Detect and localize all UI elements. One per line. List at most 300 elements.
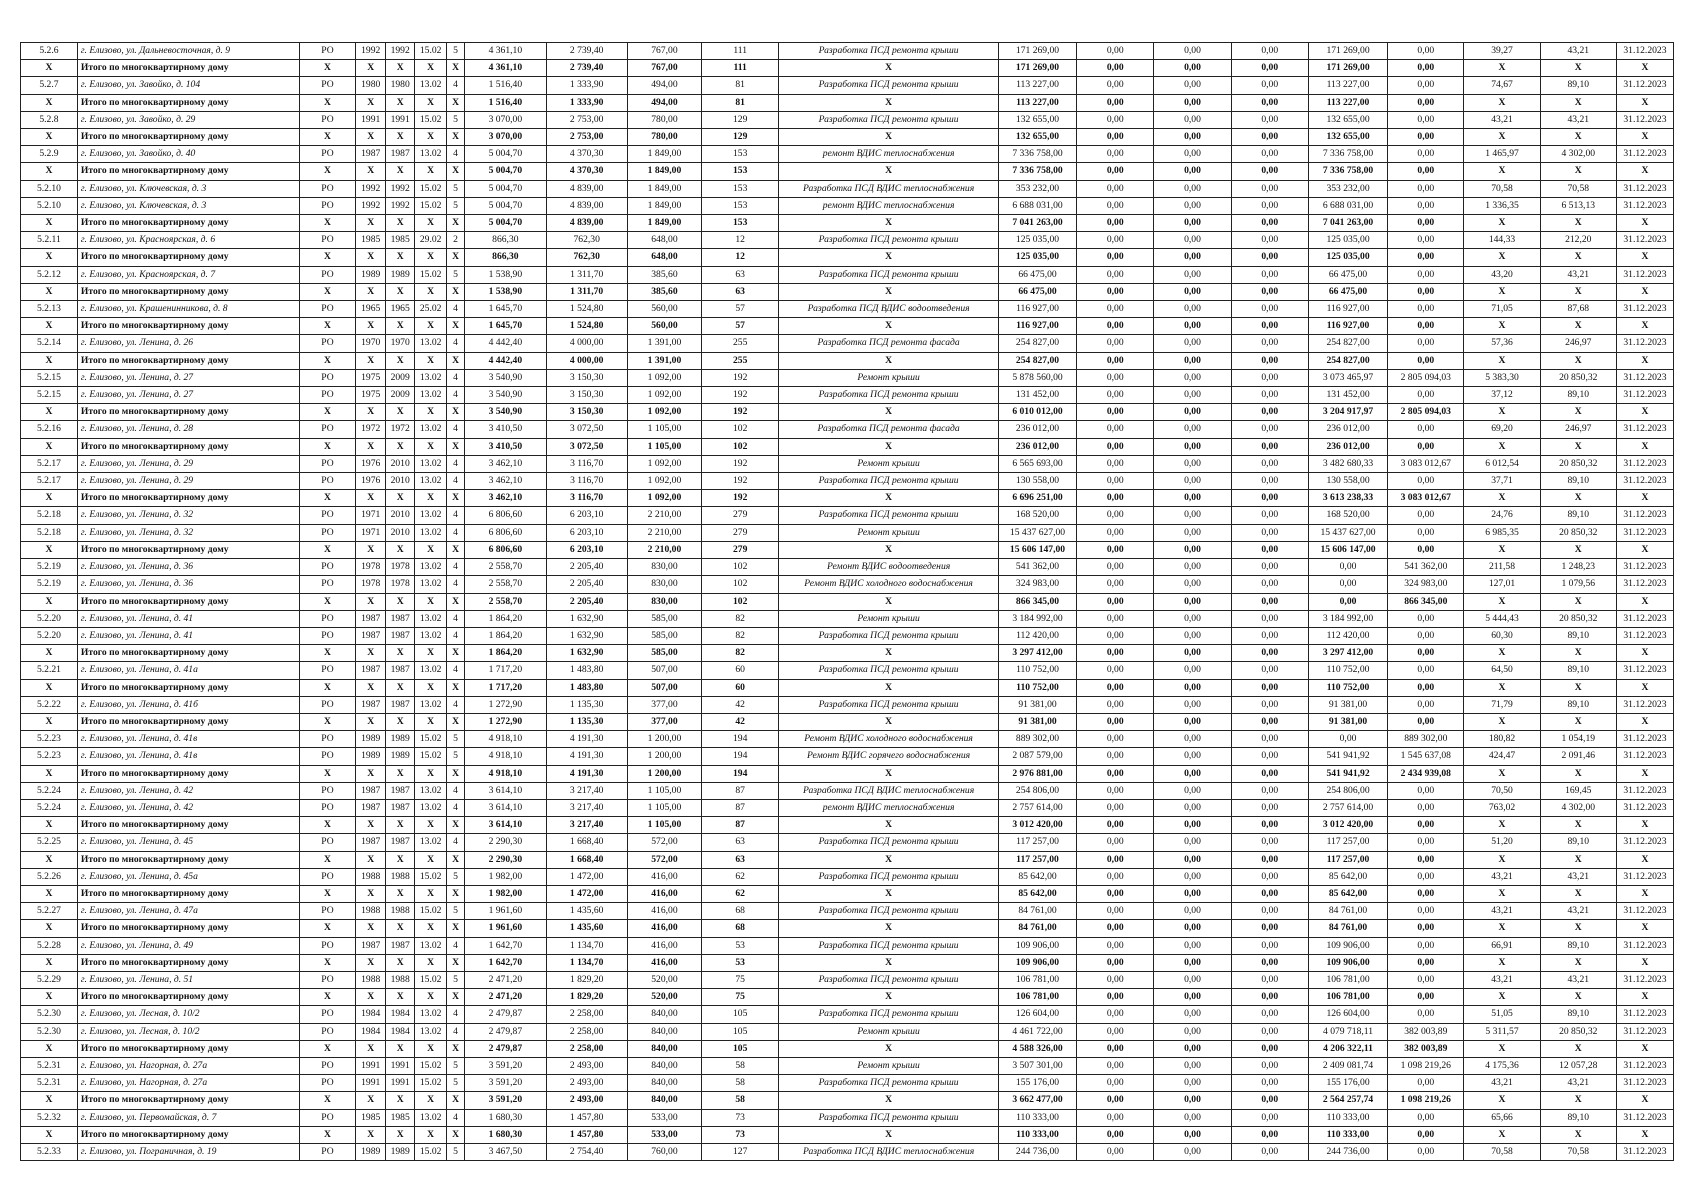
completion-date-cell: 31.12.2023 [1616, 868, 1673, 885]
living-area-cell: 1 524,80 [546, 318, 627, 335]
build-year-cell: X [356, 541, 385, 558]
owner-type-cell: РО [299, 180, 356, 197]
table-row [21, 473, 1674, 490]
federal-funds-cell: 0,00 [1077, 473, 1154, 490]
table-row [21, 266, 1674, 283]
federal-funds-cell: 0,00 [1077, 679, 1154, 696]
build-year-cell: 1975 [356, 387, 385, 404]
total-area-cell: 6 806,60 [465, 541, 546, 558]
unit-cost-cell: 424,47 [1464, 748, 1540, 765]
work-type-cell: Ремонт крыши [779, 524, 999, 541]
total-cost-cell: 254 827,00 [998, 335, 1076, 352]
total-cost-cell: 131 452,00 [998, 387, 1076, 404]
address-cell: Итого по многоквартирному дому [77, 404, 299, 421]
total-cost-cell: 117 257,00 [998, 851, 1076, 868]
address-cell: г. Елизово, ул. Лесная, д. 10/2 [77, 1006, 299, 1023]
federal-funds-cell: 0,00 [1077, 1040, 1154, 1057]
wall-material-cell: 13.02 [415, 559, 447, 576]
owner-funds-cell: 91 381,00 [1308, 713, 1387, 730]
build-year-cell: 1987 [356, 610, 385, 627]
max-unit-cost-cell: X [1540, 249, 1616, 266]
federal-funds-cell: 0,00 [1077, 490, 1154, 507]
max-unit-cost-cell: 43,21 [1540, 868, 1616, 885]
nonresidential-area-cell: 780,00 [627, 111, 701, 128]
wall-material-cell: 15.02 [415, 731, 447, 748]
subtotal-row [21, 885, 1674, 902]
owner-type-cell: X [299, 885, 356, 902]
build-year-cell: 1972 [356, 421, 385, 438]
regional-funds-cell: 0,00 [1154, 129, 1231, 146]
total-cost-cell: 117 257,00 [998, 834, 1076, 851]
unit-cost-cell: 70,58 [1464, 1144, 1540, 1161]
address-cell: Итого по многоквартирному дому [77, 679, 299, 696]
item-number-cell: X [21, 352, 78, 369]
build-year-cell: 1991 [356, 1075, 385, 1092]
max-unit-cost-cell: 89,10 [1540, 473, 1616, 490]
other-funds-cell: 0,00 [1388, 920, 1464, 937]
build-year-cell: X [356, 765, 385, 782]
other-funds-cell: 0,00 [1388, 146, 1464, 163]
table-row [21, 369, 1674, 386]
commission-year-cell: X [385, 851, 414, 868]
living-area-cell: 1 668,40 [546, 851, 627, 868]
total-area-cell: 3 614,10 [465, 817, 546, 834]
nonresidential-area-cell: 1 849,00 [627, 197, 701, 214]
address-cell: г. Елизово, ул. Ленина, д. 27 [77, 387, 299, 404]
build-year-cell: 1985 [356, 232, 385, 249]
municipal-funds-cell: 0,00 [1231, 1075, 1308, 1092]
address-cell: г. Елизово, ул. Ленина, д. 42 [77, 782, 299, 799]
total-area-cell: 1 642,70 [465, 937, 546, 954]
regional-funds-cell: 0,00 [1154, 1144, 1231, 1161]
item-number-cell: X [21, 215, 78, 232]
residents-cell: 153 [702, 180, 779, 197]
other-funds-cell: 0,00 [1388, 507, 1464, 524]
residents-cell: 75 [702, 971, 779, 988]
item-number-cell: 5.2.33 [21, 1144, 78, 1161]
floors-cell: X [446, 129, 464, 146]
floors-cell: X [446, 713, 464, 730]
total-area-cell: 3 614,10 [465, 799, 546, 816]
completion-date-cell: 31.12.2023 [1616, 559, 1673, 576]
address-cell: Итого по многоквартирному дому [77, 129, 299, 146]
address-cell: г. Елизово, ул. Нагорная, д. 27а [77, 1057, 299, 1074]
address-cell: г. Елизово, ул. Ленина, д. 41в [77, 731, 299, 748]
unit-cost-cell: 763,02 [1464, 799, 1540, 816]
commission-year-cell: X [385, 404, 414, 421]
item-number-cell: X [21, 851, 78, 868]
federal-funds-cell: 0,00 [1077, 352, 1154, 369]
owner-type-cell: РО [299, 799, 356, 816]
other-funds-cell: 0,00 [1388, 627, 1464, 644]
item-number-cell: 5.2.17 [21, 473, 78, 490]
other-funds-cell: 382 003,89 [1388, 1040, 1464, 1057]
floors-cell: 5 [446, 748, 464, 765]
total-cost-cell: 106 781,00 [998, 989, 1076, 1006]
work-type-cell: Разработка ПСД ВДИС водоотведения [779, 301, 999, 318]
item-number-cell: X [21, 817, 78, 834]
commission-year-cell: X [385, 438, 414, 455]
owner-funds-cell: 2 564 257,74 [1308, 1092, 1387, 1109]
floors-cell: 5 [446, 1075, 464, 1092]
residents-cell: 63 [702, 266, 779, 283]
item-number-cell: 5.2.20 [21, 610, 78, 627]
build-year-cell: X [356, 129, 385, 146]
build-year-cell: X [356, 920, 385, 937]
completion-date-cell: X [1616, 920, 1673, 937]
owner-type-cell: X [299, 817, 356, 834]
address-cell: Итого по многоквартирному дому [77, 438, 299, 455]
owner-type-cell: РО [299, 387, 356, 404]
municipal-funds-cell: 0,00 [1231, 645, 1308, 662]
other-funds-cell: 0,00 [1388, 335, 1464, 352]
subtotal-row [21, 989, 1674, 1006]
other-funds-cell: 0,00 [1388, 971, 1464, 988]
total-area-cell: 3 410,50 [465, 438, 546, 455]
address-cell: Итого по многоквартирному дому [77, 885, 299, 902]
commission-year-cell: 1987 [385, 834, 414, 851]
living-area-cell: 1 134,70 [546, 937, 627, 954]
floors-cell: X [446, 490, 464, 507]
item-number-cell: 5.2.32 [21, 1109, 78, 1126]
total-area-cell: 5 004,70 [465, 146, 546, 163]
commission-year-cell: X [385, 645, 414, 662]
total-area-cell: 866,30 [465, 249, 546, 266]
residents-cell: 53 [702, 937, 779, 954]
nonresidential-area-cell: 416,00 [627, 954, 701, 971]
owner-type-cell: X [299, 249, 356, 266]
nonresidential-area-cell: 1 092,00 [627, 404, 701, 421]
total-area-cell: 2 290,30 [465, 851, 546, 868]
nonresidential-area-cell: 1 849,00 [627, 180, 701, 197]
commission-year-cell: 2010 [385, 507, 414, 524]
residents-cell: 153 [702, 215, 779, 232]
work-type-cell: X [779, 817, 999, 834]
build-year-cell: X [356, 404, 385, 421]
municipal-funds-cell: 0,00 [1231, 799, 1308, 816]
regional-funds-cell: 0,00 [1154, 1126, 1231, 1143]
work-type-cell: X [779, 438, 999, 455]
nonresidential-area-cell: 840,00 [627, 1057, 701, 1074]
owner-type-cell: РО [299, 782, 356, 799]
floors-cell: X [446, 438, 464, 455]
owner-funds-cell: 109 906,00 [1308, 937, 1387, 954]
address-cell: Итого по многоквартирному дому [77, 713, 299, 730]
total-cost-cell: 236 012,00 [998, 421, 1076, 438]
living-area-cell: 1 472,00 [546, 885, 627, 902]
completion-date-cell: X [1616, 1092, 1673, 1109]
floors-cell: X [446, 954, 464, 971]
total-cost-cell: 66 475,00 [998, 283, 1076, 300]
build-year-cell: 1971 [356, 507, 385, 524]
federal-funds-cell: 0,00 [1077, 696, 1154, 713]
owner-type-cell: РО [299, 266, 356, 283]
other-funds-cell: 1 098 219,26 [1388, 1057, 1464, 1074]
total-cost-cell: 2 976 881,00 [998, 765, 1076, 782]
owner-type-cell: X [299, 490, 356, 507]
table-row [21, 335, 1674, 352]
total-cost-cell: 110 333,00 [998, 1109, 1076, 1126]
owner-funds-cell: 109 906,00 [1308, 954, 1387, 971]
completion-date-cell: X [1616, 215, 1673, 232]
table-row [21, 1075, 1674, 1092]
max-unit-cost-cell: 1 248,23 [1540, 559, 1616, 576]
living-area-cell: 1 435,60 [546, 903, 627, 920]
regional-funds-cell: 0,00 [1154, 610, 1231, 627]
commission-year-cell: X [385, 989, 414, 1006]
work-type-cell: Разработка ПСД ремонта крыши [779, 111, 999, 128]
total-area-cell: 1 680,30 [465, 1126, 546, 1143]
other-funds-cell: 0,00 [1388, 283, 1464, 300]
other-funds-cell: 0,00 [1388, 301, 1464, 318]
unit-cost-cell: 43,21 [1464, 971, 1540, 988]
build-year-cell: 1992 [356, 43, 385, 60]
federal-funds-cell: 0,00 [1077, 920, 1154, 937]
regional-funds-cell: 0,00 [1154, 43, 1231, 60]
owner-funds-cell: 3 184 992,00 [1308, 610, 1387, 627]
item-number-cell: 5.2.26 [21, 868, 78, 885]
regional-funds-cell: 0,00 [1154, 799, 1231, 816]
municipal-funds-cell: 0,00 [1231, 404, 1308, 421]
unit-cost-cell: 51,05 [1464, 1006, 1540, 1023]
wall-material-cell: 13.02 [415, 473, 447, 490]
wall-material-cell: 13.02 [415, 1109, 447, 1126]
regional-funds-cell: 0,00 [1154, 817, 1231, 834]
federal-funds-cell: 0,00 [1077, 971, 1154, 988]
floors-cell: 4 [446, 473, 464, 490]
completion-date-cell: 31.12.2023 [1616, 1109, 1673, 1126]
living-area-cell: 1 457,80 [546, 1126, 627, 1143]
regional-funds-cell: 0,00 [1154, 111, 1231, 128]
living-area-cell: 3 072,50 [546, 421, 627, 438]
owner-type-cell: X [299, 541, 356, 558]
max-unit-cost-cell: 89,10 [1540, 696, 1616, 713]
municipal-funds-cell: 0,00 [1231, 507, 1308, 524]
work-type-cell: Разработка ПСД ремонта крыши [779, 1006, 999, 1023]
owner-type-cell: РО [299, 559, 356, 576]
unit-cost-cell: X [1464, 404, 1540, 421]
municipal-funds-cell: 0,00 [1231, 576, 1308, 593]
living-area-cell: 1 483,80 [546, 662, 627, 679]
item-number-cell: X [21, 989, 78, 1006]
municipal-funds-cell: 0,00 [1231, 834, 1308, 851]
nonresidential-area-cell: 520,00 [627, 989, 701, 1006]
total-area-cell: 2 471,20 [465, 989, 546, 1006]
other-funds-cell: 0,00 [1388, 989, 1464, 1006]
federal-funds-cell: 0,00 [1077, 369, 1154, 386]
municipal-funds-cell: 0,00 [1231, 627, 1308, 644]
federal-funds-cell: 0,00 [1077, 989, 1154, 1006]
municipal-funds-cell: 0,00 [1231, 473, 1308, 490]
wall-material-cell: 13.02 [415, 627, 447, 644]
total-cost-cell: 126 604,00 [998, 1006, 1076, 1023]
living-area-cell: 1 135,30 [546, 696, 627, 713]
work-type-cell: ремонт ВДИС теплоснабжения [779, 799, 999, 816]
completion-date-cell: 31.12.2023 [1616, 455, 1673, 472]
address-cell: г. Елизово, ул. Дальневосточная, д. 9 [77, 43, 299, 60]
nonresidential-area-cell: 1 105,00 [627, 438, 701, 455]
floors-cell: 4 [446, 559, 464, 576]
other-funds-cell: 0,00 [1388, 197, 1464, 214]
subtotal-row [21, 593, 1674, 610]
total-cost-cell: 66 475,00 [998, 266, 1076, 283]
completion-date-cell: 31.12.2023 [1616, 696, 1673, 713]
item-number-cell: 5.2.15 [21, 387, 78, 404]
item-number-cell: 5.2.31 [21, 1075, 78, 1092]
wall-material-cell: 15.02 [415, 748, 447, 765]
build-year-cell: X [356, 352, 385, 369]
total-area-cell: 1 272,90 [465, 713, 546, 730]
municipal-funds-cell: 0,00 [1231, 438, 1308, 455]
other-funds-cell: 0,00 [1388, 851, 1464, 868]
floors-cell: 4 [446, 1006, 464, 1023]
nonresidential-area-cell: 1 200,00 [627, 748, 701, 765]
address-cell: Итого по многоквартирному дому [77, 94, 299, 111]
address-cell: г. Елизово, ул. Ленина, д. 32 [77, 507, 299, 524]
address-cell: Итого по многоквартирному дому [77, 352, 299, 369]
completion-date-cell: 31.12.2023 [1616, 971, 1673, 988]
owner-type-cell: РО [299, 903, 356, 920]
item-number-cell: 5.2.17 [21, 455, 78, 472]
completion-date-cell: X [1616, 1126, 1673, 1143]
total-cost-cell: 254 806,00 [998, 782, 1076, 799]
regional-funds-cell: 0,00 [1154, 249, 1231, 266]
floors-cell: 5 [446, 868, 464, 885]
total-cost-cell: 110 752,00 [998, 662, 1076, 679]
max-unit-cost-cell: 43,21 [1540, 903, 1616, 920]
other-funds-cell: 0,00 [1388, 387, 1464, 404]
owner-type-cell: X [299, 318, 356, 335]
total-area-cell: 2 290,30 [465, 834, 546, 851]
floors-cell: 4 [446, 576, 464, 593]
item-number-cell: 5.2.27 [21, 903, 78, 920]
total-area-cell: 1 272,90 [465, 696, 546, 713]
living-area-cell: 4 191,30 [546, 765, 627, 782]
nonresidential-area-cell: 1 105,00 [627, 799, 701, 816]
nonresidential-area-cell: 2 210,00 [627, 507, 701, 524]
federal-funds-cell: 0,00 [1077, 404, 1154, 421]
other-funds-cell: 3 083 012,67 [1388, 490, 1464, 507]
floors-cell: X [446, 1126, 464, 1143]
unit-cost-cell: 211,58 [1464, 559, 1540, 576]
build-year-cell: X [356, 94, 385, 111]
nonresidential-area-cell: 1 092,00 [627, 490, 701, 507]
max-unit-cost-cell: 89,10 [1540, 507, 1616, 524]
address-cell: г. Елизово, ул. Ленина, д. 49 [77, 937, 299, 954]
completion-date-cell: 31.12.2023 [1616, 111, 1673, 128]
completion-date-cell: 31.12.2023 [1616, 937, 1673, 954]
other-funds-cell: 541 362,00 [1388, 559, 1464, 576]
municipal-funds-cell: 0,00 [1231, 490, 1308, 507]
residents-cell: 73 [702, 1126, 779, 1143]
table-row [21, 111, 1674, 128]
residents-cell: 194 [702, 748, 779, 765]
commission-year-cell: 1972 [385, 421, 414, 438]
subtotal-row [21, 920, 1674, 937]
commission-year-cell: 1965 [385, 301, 414, 318]
wall-material-cell: 13.02 [415, 335, 447, 352]
item-number-cell: X [21, 954, 78, 971]
max-unit-cost-cell: X [1540, 438, 1616, 455]
floors-cell: 4 [446, 301, 464, 318]
wall-material-cell: 13.02 [415, 937, 447, 954]
unit-cost-cell: X [1464, 318, 1540, 335]
municipal-funds-cell: 0,00 [1231, 782, 1308, 799]
total-cost-cell: 7 041 263,00 [998, 215, 1076, 232]
other-funds-cell: 889 302,00 [1388, 731, 1464, 748]
owner-type-cell: X [299, 163, 356, 180]
federal-funds-cell: 0,00 [1077, 455, 1154, 472]
completion-date-cell: 31.12.2023 [1616, 799, 1673, 816]
federal-funds-cell: 0,00 [1077, 817, 1154, 834]
wall-material-cell: 13.02 [415, 524, 447, 541]
item-number-cell: 5.2.18 [21, 507, 78, 524]
living-area-cell: 762,30 [546, 232, 627, 249]
municipal-funds-cell: 0,00 [1231, 885, 1308, 902]
living-area-cell: 4 839,00 [546, 180, 627, 197]
total-cost-cell: 109 906,00 [998, 937, 1076, 954]
unit-cost-cell: X [1464, 438, 1540, 455]
commission-year-cell: 1980 [385, 77, 414, 94]
work-type-cell: X [779, 765, 999, 782]
commission-year-cell: 1985 [385, 232, 414, 249]
residents-cell: 192 [702, 387, 779, 404]
living-area-cell: 1 668,40 [546, 834, 627, 851]
residents-cell: 111 [702, 60, 779, 77]
other-funds-cell: 0,00 [1388, 817, 1464, 834]
federal-funds-cell: 0,00 [1077, 77, 1154, 94]
owner-funds-cell: 254 806,00 [1308, 782, 1387, 799]
total-area-cell: 1 516,40 [465, 77, 546, 94]
owner-funds-cell: 6 688 031,00 [1308, 197, 1387, 214]
total-area-cell: 1 642,70 [465, 954, 546, 971]
nonresidential-area-cell: 830,00 [627, 593, 701, 610]
unit-cost-cell: X [1464, 129, 1540, 146]
total-area-cell: 3 462,10 [465, 490, 546, 507]
wall-material-cell: 13.02 [415, 1006, 447, 1023]
regional-funds-cell: 0,00 [1154, 438, 1231, 455]
work-type-cell: ремонт ВДИС теплоснабжения [779, 146, 999, 163]
unit-cost-cell: 6 012,54 [1464, 455, 1540, 472]
total-area-cell: 2 479,87 [465, 1040, 546, 1057]
work-type-cell: Ремонт крыши [779, 610, 999, 627]
work-type-cell: Ремонт ВДИС холодного водоснабжения [779, 576, 999, 593]
total-area-cell: 3 540,90 [465, 369, 546, 386]
build-year-cell: 1987 [356, 627, 385, 644]
total-cost-cell: 106 781,00 [998, 971, 1076, 988]
address-cell: г. Елизово, ул. Ленина, д. 41б [77, 696, 299, 713]
item-number-cell: X [21, 438, 78, 455]
regional-funds-cell: 0,00 [1154, 851, 1231, 868]
regional-funds-cell: 0,00 [1154, 490, 1231, 507]
wall-material-cell: 13.02 [415, 662, 447, 679]
total-cost-cell: 324 983,00 [998, 576, 1076, 593]
floors-cell: X [446, 318, 464, 335]
completion-date-cell: 31.12.2023 [1616, 1144, 1673, 1161]
owner-funds-cell: 110 752,00 [1308, 679, 1387, 696]
build-year-cell: 1989 [356, 731, 385, 748]
build-year-cell: 1978 [356, 576, 385, 593]
completion-date-cell: 31.12.2023 [1616, 77, 1673, 94]
owner-funds-cell: 84 761,00 [1308, 903, 1387, 920]
regional-funds-cell: 0,00 [1154, 885, 1231, 902]
owner-funds-cell: 116 927,00 [1308, 318, 1387, 335]
wall-material-cell: X [415, 1092, 447, 1109]
completion-date-cell: 31.12.2023 [1616, 1057, 1673, 1074]
unit-cost-cell: X [1464, 817, 1540, 834]
unit-cost-cell: 70,58 [1464, 180, 1540, 197]
owner-type-cell: РО [299, 834, 356, 851]
